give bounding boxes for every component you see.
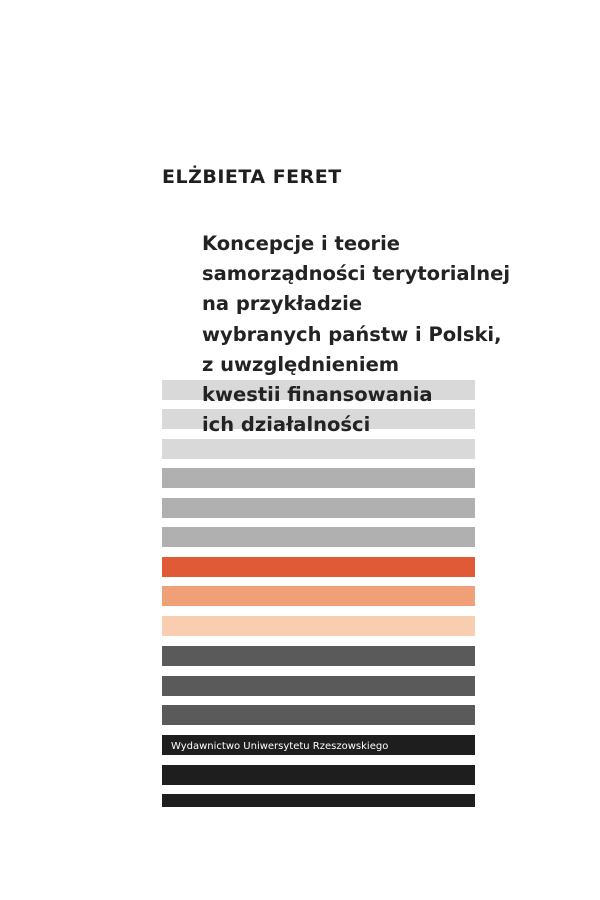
stripe-dark-gray-1	[162, 646, 475, 666]
title-line: ich działalności	[202, 413, 371, 437]
title-line: Koncepcje i teorie	[202, 232, 400, 255]
book-title	[202, 229, 511, 440]
stripe-peach	[162, 586, 475, 606]
stripe-dark-gray-2	[162, 676, 475, 696]
publisher-name: Wydawnictwo Uniwersytetu Rzeszowskiego	[171, 741, 389, 752]
stripe-light-gray-3	[162, 439, 475, 459]
title-line: wybranych państw i Polski,	[202, 322, 502, 346]
stripe-mid-gray-3	[162, 527, 475, 547]
stripe-dark-gray-3	[162, 705, 475, 725]
stripe-black-3	[162, 794, 475, 807]
title-line: kwestii finansowania	[202, 383, 433, 407]
stripe-light-peach	[162, 616, 475, 636]
author-name: ELŻBIETA FERET	[162, 166, 342, 188]
title-line: na przykładzie	[202, 292, 363, 316]
stripe-black-2	[162, 765, 475, 785]
stripe-orange	[162, 557, 475, 577]
stripe-mid-gray-2	[162, 498, 475, 518]
stripe-mid-gray-1	[162, 468, 475, 488]
title-line: samorządności terytorialnej	[202, 262, 511, 286]
title-line: z uwzględnieniem	[202, 352, 400, 376]
